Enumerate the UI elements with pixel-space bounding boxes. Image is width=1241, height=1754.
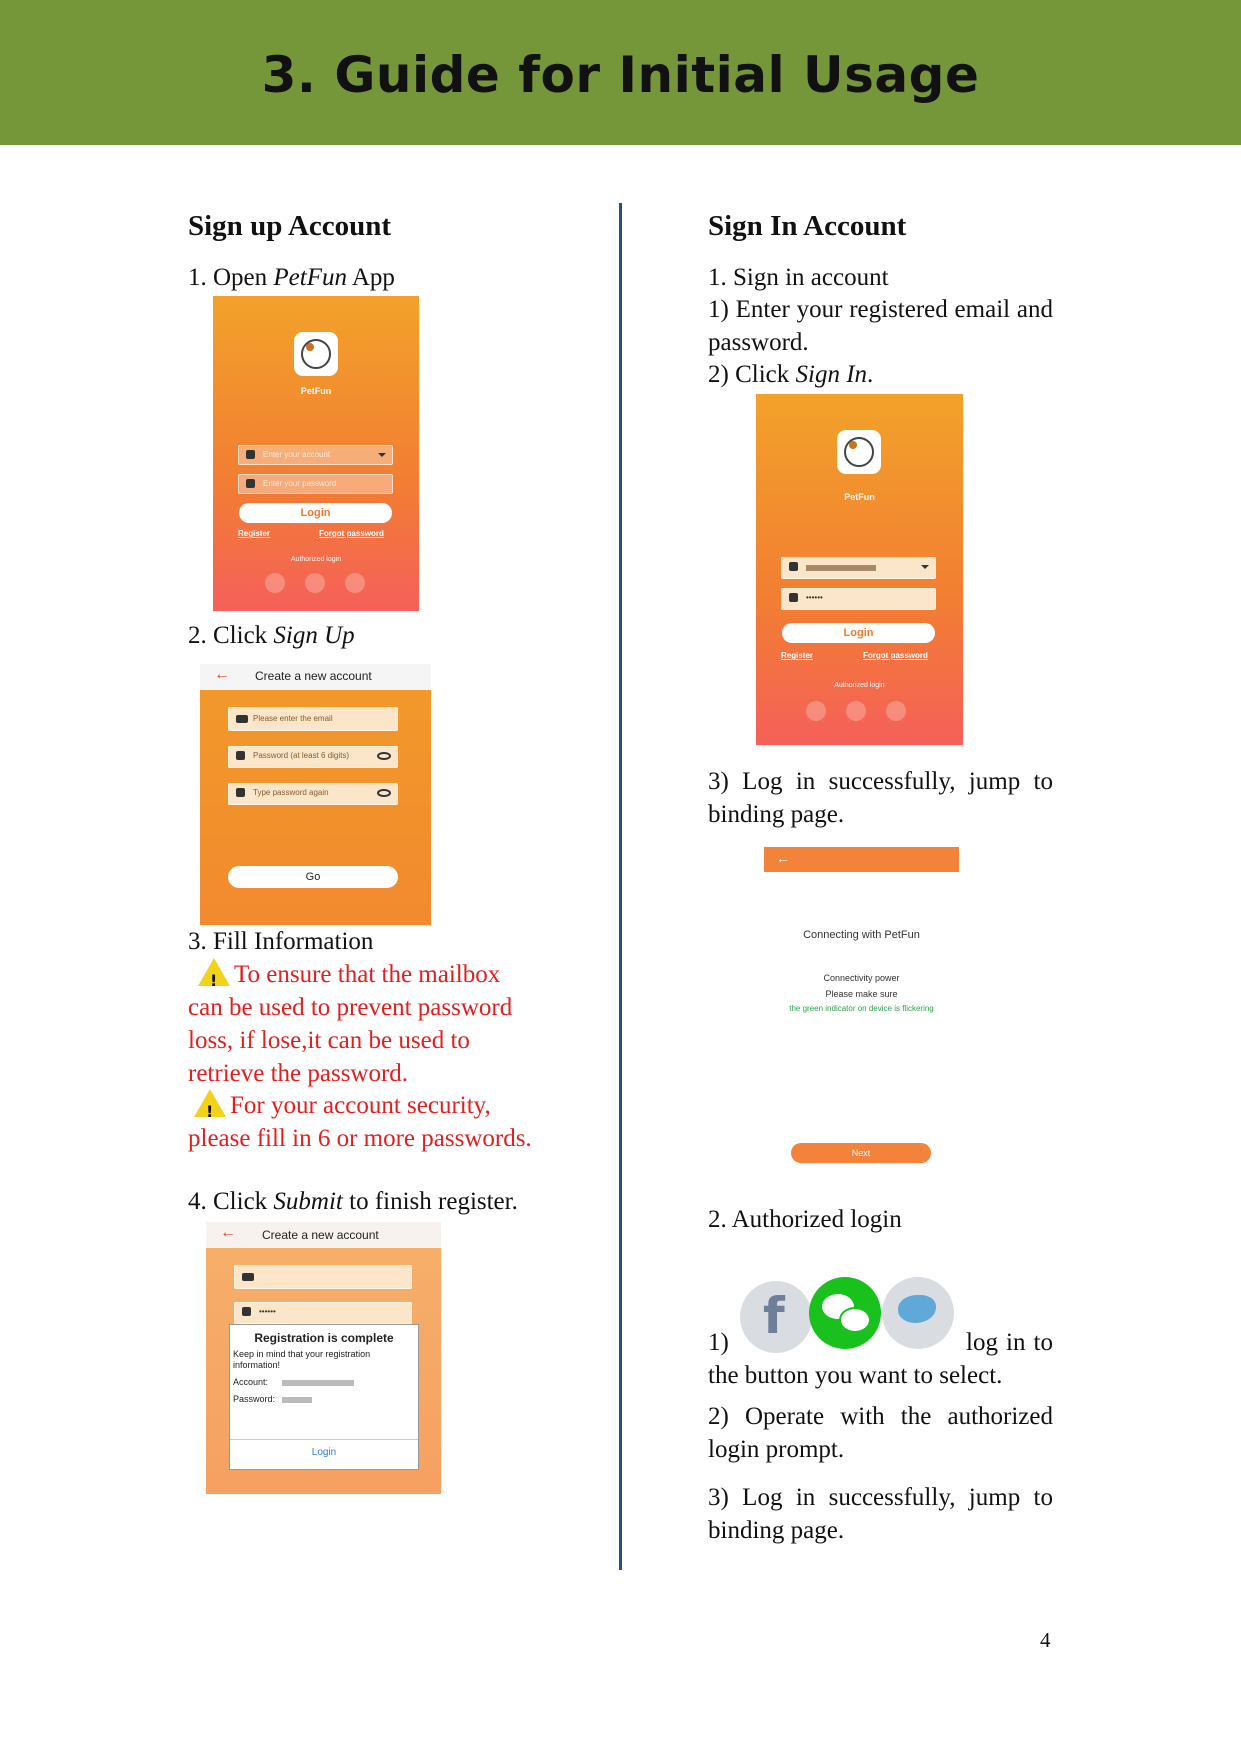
signin-step1a: 1) Enter your registered email and password. — [708, 296, 1053, 356]
binding-screen — [764, 847, 959, 1172]
password-placeholder: Enter your password — [263, 479, 337, 488]
signin-step1b — [708, 358, 873, 391]
new-password-input[interactable] — [228, 746, 398, 768]
signin-heading: Sign In Account — [708, 210, 907, 242]
app-name: PetFun — [844, 492, 875, 502]
warning-icon: ! — [198, 958, 230, 986]
step2a-prefix: 1) — [708, 1329, 729, 1356]
step4-prefix: 4. Click — [188, 1188, 274, 1215]
petfun-logo-icon — [294, 332, 338, 376]
binding-indicator-text: the green indicator on device is flickering — [789, 1004, 934, 1013]
password-label: Password: — [233, 1394, 276, 1404]
email-input-filled[interactable] — [234, 1265, 412, 1289]
chevron-down-icon — [921, 565, 929, 569]
warning-password-text: For your account security, please fill in 6 or more passwords. — [188, 1092, 532, 1152]
signup-step4 — [188, 1185, 518, 1218]
step1b-prefix: 2) Click — [708, 361, 796, 388]
email-input[interactable] — [228, 707, 398, 731]
facebook-icon[interactable] — [265, 573, 285, 593]
twitter-icon[interactable] — [345, 573, 365, 593]
signin-step2c: 3) Log in successfully, jump to binding page. — [708, 1484, 1053, 1544]
registration-complete-screen — [206, 1222, 441, 1494]
page-title: 3. Guide for Initial Usage — [261, 46, 980, 104]
dialog-login-button[interactable]: Login — [311, 1447, 337, 1458]
login-screen-filled — [756, 394, 963, 745]
dialog-title: Registration is complete — [254, 1331, 394, 1345]
register-link[interactable]: Register — [781, 651, 814, 660]
petfun-logo-icon — [837, 430, 881, 474]
user-icon — [789, 562, 798, 571]
login-button[interactable]: Login — [782, 623, 935, 643]
step2a-suffix: log in to the button you want to select. — [708, 1329, 1053, 1389]
warning-icon: ! — [194, 1089, 226, 1117]
mail-icon — [236, 715, 248, 723]
back-arrow-icon[interactable]: ← — [776, 850, 790, 866]
signin-step2b: 2) Operate with the authorized login prompt. — [708, 1403, 1053, 1463]
create-account-topbar — [206, 1222, 441, 1248]
app-name: PetFun — [300, 386, 332, 396]
step1-suffix: App — [347, 264, 395, 291]
facebook-icon[interactable]: f — [740, 1281, 812, 1353]
account-value-blurred — [806, 565, 876, 571]
step1-app: PetFun — [273, 264, 347, 291]
password-input-filled[interactable] — [781, 588, 936, 610]
binding-connecting-text: Connecting with PetFun — [803, 929, 920, 941]
password-value-blurred — [282, 1397, 312, 1403]
forgot-password-link[interactable]: Forgot password — [863, 651, 928, 660]
password-input[interactable] — [238, 474, 393, 494]
lock-icon — [236, 751, 245, 760]
warning-password — [188, 1089, 533, 1155]
step2-action: Sign Up — [273, 622, 355, 649]
registration-dialog — [229, 1324, 419, 1470]
account-placeholder: Enter your account — [263, 450, 331, 459]
facebook-icon[interactable] — [806, 701, 826, 721]
password-mask: •••••• — [259, 1307, 276, 1316]
wechat-icon[interactable] — [846, 701, 866, 721]
create-account-title: Create a new account — [262, 1228, 379, 1242]
repeat-password-input[interactable] — [228, 783, 398, 805]
next-button[interactable]: Next — [791, 1143, 931, 1163]
register-link[interactable]: Register — [238, 529, 271, 538]
page-number: 4 — [1040, 1628, 1051, 1652]
login-button[interactable]: Login — [239, 503, 392, 523]
go-button[interactable]: Go — [228, 866, 398, 888]
create-account-topbar — [200, 664, 431, 690]
warning-mailbox-text: To ensure that the mailbox can be used to prevent password loss, if lose,it can be used to retrieve the password. — [188, 961, 513, 1087]
account-label: Account: — [233, 1377, 269, 1387]
step4-suffix: to finish register. — [342, 1188, 518, 1215]
create-account-screen — [200, 664, 431, 925]
dialog-separator — [230, 1439, 418, 1440]
back-arrow-icon[interactable]: ← — [214, 666, 230, 683]
warning-mailbox — [188, 958, 528, 1090]
repeat-password-placeholder: Type password again — [253, 788, 329, 797]
signin-step1c: 3) Log in successfully, jump to binding page. — [708, 768, 1053, 828]
new-password-placeholder: Password (at least 6 digits) — [253, 751, 350, 760]
forgot-password-link[interactable]: Forgot password — [319, 529, 384, 538]
wechat-icon[interactable] — [305, 573, 325, 593]
signup-step1 — [188, 261, 395, 294]
lock-icon — [789, 593, 798, 602]
step1b-action: Sign In — [795, 361, 868, 388]
lock-icon — [242, 1307, 251, 1316]
header-banner — [0, 0, 1241, 145]
password-input-filled[interactable] — [234, 1302, 412, 1324]
create-account-title: Create a new account — [255, 669, 372, 683]
eye-icon[interactable] — [377, 789, 391, 797]
signup-step2 — [188, 619, 355, 652]
signup-step3: 3. Fill Information — [188, 928, 374, 955]
login-screen-empty — [213, 296, 419, 611]
mail-icon — [242, 1273, 254, 1281]
step1b-suffix: . — [867, 361, 874, 388]
binding-power-text: Connectivity power — [823, 973, 900, 983]
binding-please-text: Please make sure — [825, 989, 898, 999]
lock-icon — [236, 788, 245, 797]
password-mask: •••••• — [806, 593, 823, 602]
step4-action: Submit — [273, 1188, 343, 1215]
authorized-login-label: Authorized login — [290, 556, 342, 563]
email-placeholder: Please enter the email — [253, 714, 333, 723]
back-arrow-icon[interactable]: ← — [220, 1224, 236, 1241]
eye-icon[interactable] — [377, 752, 391, 760]
step1-prefix: 1. Open — [188, 264, 274, 291]
chevron-down-icon — [378, 453, 386, 457]
signin-step2: 2. Authorized login — [708, 1206, 902, 1233]
signup-heading: Sign up Account — [188, 210, 392, 242]
twitter-icon[interactable] — [886, 701, 906, 721]
account-value-blurred — [282, 1380, 354, 1386]
account-input[interactable] — [238, 445, 393, 465]
authorized-login-label: Authorized login — [834, 682, 885, 689]
user-icon — [246, 450, 255, 459]
column-divider — [619, 203, 622, 1570]
step2-prefix: 2. Click — [188, 622, 274, 649]
binding-topbar — [764, 847, 959, 872]
dialog-note: Keep in mind that your registration information! — [233, 1349, 371, 1370]
lock-icon — [246, 479, 255, 488]
signin-step1: 1. Sign in account — [708, 264, 889, 291]
account-input-filled[interactable] — [781, 557, 936, 579]
